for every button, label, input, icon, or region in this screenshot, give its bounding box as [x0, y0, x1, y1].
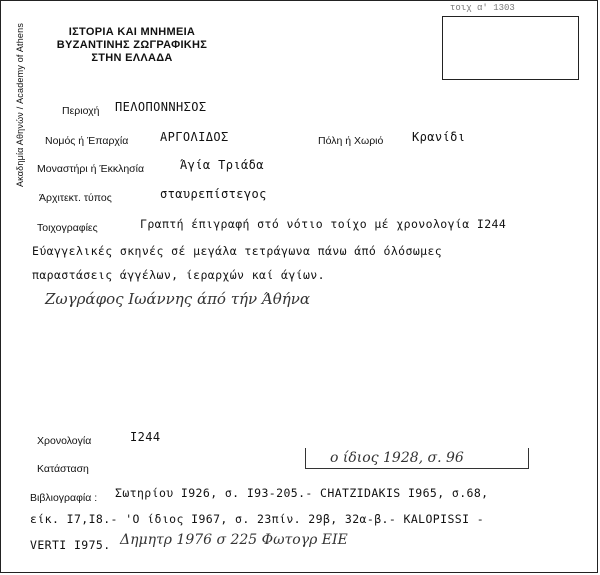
prefecture-label: Νομός ή Έπαρχία: [45, 135, 129, 147]
monastery-label: Μοναστήρι ή Έκκλησία: [37, 163, 145, 175]
region-label: Περιοχή: [62, 105, 100, 117]
bibliography-line-2: είκ. Ι7,Ι8.- 'Ο ίδιος Ι967, σ. 23πίν. 29β, 32α-β.- KALOPISSI -: [30, 512, 485, 526]
city-value: Κρανίδι: [412, 130, 466, 144]
city-label: Πόλη ή Χωριό: [318, 135, 384, 147]
bibliography-label: Βιβλιογραφία :: [30, 492, 98, 504]
date-label: Χρονολογία: [37, 435, 92, 447]
wall-paintings-line-3: παραστάσεις άγγέλων, ίεραρχών καί άγίων.: [32, 268, 325, 282]
photo-stamp-box: [442, 16, 579, 80]
monastery-value: Άγία Τριάδα: [180, 158, 264, 172]
architecture-value: σταυρεπίστεγος: [160, 187, 267, 201]
header-line-2: ΒΥΖΑΝΤΙΝΗΣ ΖΩΓΡΑΦΙΚΗΣ: [56, 39, 208, 51]
prefecture-value: ΑΡΓΟΛΙΔΟΣ: [160, 130, 229, 144]
wall-paintings-line-1: Γραπτή έπιγραφή στό νότιο τοίχο μέ χρονολογία Ι244: [140, 217, 507, 231]
wall-paintings-label: Τοιχογραφίες: [37, 222, 98, 234]
handwritten-bracket: [305, 448, 529, 469]
archive-side-text: Ακαδημία Αθηνών / Academy of Athens: [15, 22, 26, 188]
header-line-1: ΙΣΤΟΡΙΑ ΚΑΙ ΜΝΗΜΕΙΑ: [68, 26, 196, 38]
condition-handwritten-note: ο ίδιος 1928, σ. 96: [330, 450, 464, 466]
region-value: ΠΕΛΟΠΟΝΝΗΣΟΣ: [115, 100, 207, 114]
bibliography-handwritten-note: Δημητρ 1976 σ 225 Φωτογρ ΕΙΕ: [120, 532, 348, 548]
reference-number: τοιχ α' 1303: [450, 3, 515, 13]
date-value: Ι244: [130, 430, 161, 444]
bibliography-line-1: Σωτηρίου Ι926, σ. Ι93-205.- CHATZIDAKIS I965, σ.68,: [115, 486, 489, 500]
card-header: [32, 26, 232, 65]
header-line-3: ΣΤΗΝ ΕΛΛΑΔΑ: [91, 52, 173, 64]
handwritten-painter-note: Ζωγράφος Ιωάννης άπό τήν Άθήνα: [45, 290, 311, 308]
condition-label: Κατάσταση: [37, 463, 89, 475]
bibliography-line-3: VERTI Ι975.: [30, 538, 111, 552]
wall-paintings-line-2: Εύαγγελικές σκηνές σέ μεγάλα τετράγωνα πάνω άπό όλόσωμες: [32, 244, 443, 258]
architecture-label: Άρχιτεκτ. τύπος: [39, 192, 112, 204]
